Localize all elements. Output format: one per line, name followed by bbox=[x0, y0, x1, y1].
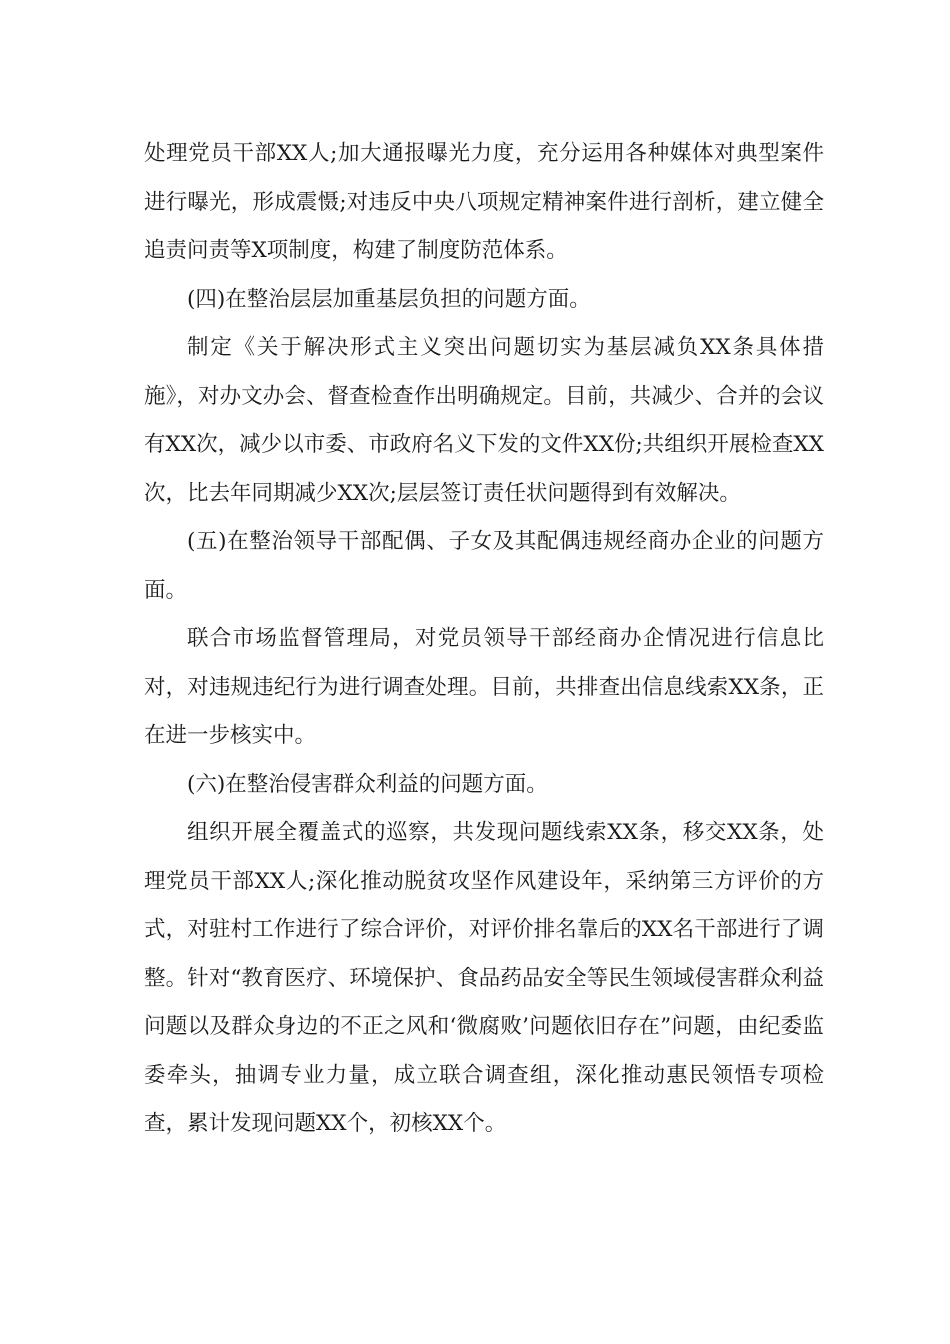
section-heading-4: (四)在整治层层加重基层负担的问题方面。 bbox=[187, 286, 591, 312]
paragraph-section-4: 制定《关于解决形式主义突出问题切实为基层减负XX条具体措施》，对办文办会、督查检查作出明确规定。目前，共减少、合并的会议有XX次，减少以市委、市政府名义下发的文件XX份;共组织开展检查XX次，比去年同期减少XX次;层层签订责任状问题得到有效解决。 bbox=[144, 335, 824, 506]
document-body bbox=[144, 130, 824, 1149]
section-heading-6: (六)在整治侵害群众利益的问题方面。 bbox=[187, 771, 548, 797]
paragraph-section-5: 联合市场监督管理局，对党员领导干部经商办企情况进行信息比对，对违规违纪行为进行调查处理。目前，共排查出信息线索XX条，正在进一步核实中。 bbox=[144, 626, 824, 748]
paragraph-section-6: 组织开展全覆盖式的巡察，共发现问题线索XX条，移交XX条，处理党员干部XX人;深化推动脱贫攻坚作风建设年，采纳第三方评价的方式，对驻村工作进行了综合评价，对评价排名靠后的XX名干部进行了调整。针对“教育医疗、环境保护、食品药品安全等民生领域侵害群众利益问题以及群众身边的不正之风和‘微腐败’问题依旧存在”问题，由纪委监委牵头，抽调专业力量，成立联合调查组，深化推动惠民领悟专项检查，累计发现问题XX个，初核XX个。 bbox=[144, 820, 824, 1136]
paragraph-continuation: 处理党员干部XX人;加大通报曝光力度，充分运用各种媒体对典型案件进行曝光，形成震慑;对违反中央八项规定精神案件进行剖析，建立健全追责问责等X项制度，构建了制度防范体系。 bbox=[144, 141, 824, 263]
section-heading-5: (五)在整治领导干部配偶、子女及其配偶违规经商办企业的问题方面。 bbox=[144, 529, 824, 603]
